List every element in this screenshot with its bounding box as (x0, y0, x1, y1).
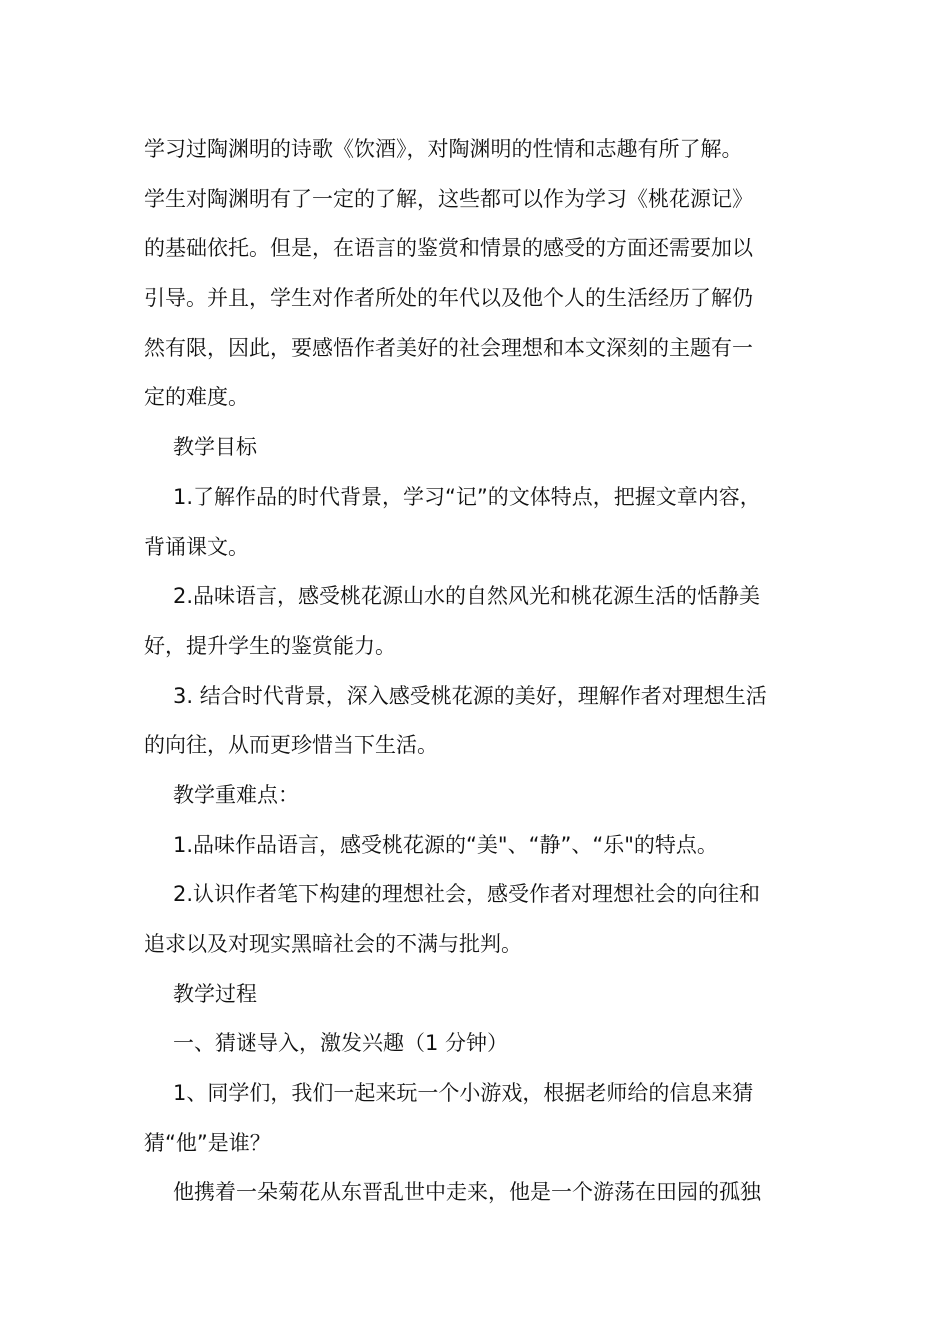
document-body (144, 125, 808, 1218)
goal-item-3: 3. 结合时代背景，深入感受桃花源的美好，理解作者对理想生活 (173, 683, 767, 708)
paragraph-line: 定的难度。 (144, 385, 249, 410)
section-heading-process: 教学过程 (173, 981, 257, 1006)
key-point-item-1: 1.品味作品语言，感受桃花源的“美"、“静”、“乐"的特点。 (173, 832, 718, 857)
paragraph-line: 猜“他”是谁？ (144, 1130, 271, 1155)
section-heading-teaching-goals: 教学目标 (173, 435, 257, 460)
process-step-item-1: 1、同学们，我们一起来玩一个小游戏，根据老师给的信息来猜 (173, 1081, 754, 1106)
key-point-item-2: 2.认识作者笔下构建的理想社会，感受作者对理想社会的向往和 (173, 882, 761, 907)
section-heading-key-points: 教学重难点： (173, 782, 299, 807)
paragraph-line: 他携着一朵菊花从东晋乱世中走来，他是一个游荡在田园的孤独 (173, 1180, 761, 1205)
paragraph-line: 学生对陶渊明有了一定的了解，这些都可以作为学习《桃花源记》 (144, 186, 753, 211)
paragraph-line: 的基础依托。但是，在语言的鉴赏和情景的感受的方面还需要加以 (144, 236, 753, 261)
process-step-heading: 一、猜谜导入，激发兴趣（1 分钟） (173, 1031, 509, 1056)
paragraph-line: 好，提升学生的鉴赏能力。 (144, 633, 396, 658)
paragraph-line: 然有限，因此，要感悟作者美好的社会理想和本文深刻的主题有一 (144, 335, 753, 360)
paragraph-line: 追求以及对现实黑暗社会的不满与批判。 (144, 932, 522, 956)
goal-item-1: 1.了解作品的时代背景，学习“记”的文体特点，把握文章内容， (173, 484, 761, 509)
paragraph-line: 学习过陶渊明的诗歌《饮酒》，对陶渊明的性情和志趣有所了解。 (144, 137, 743, 161)
paragraph-line: 背诵课文。 (144, 534, 249, 559)
goal-item-2: 2.品味语言，感受桃花源山水的自然风光和桃花源生活的恬静美 (173, 584, 761, 609)
paragraph-line: 引导。并且，学生对作者所处的年代以及他个人的生活经历了解仍 (144, 286, 753, 311)
paragraph-line: 的向往，从而更珍惜当下生活。 (144, 733, 438, 758)
